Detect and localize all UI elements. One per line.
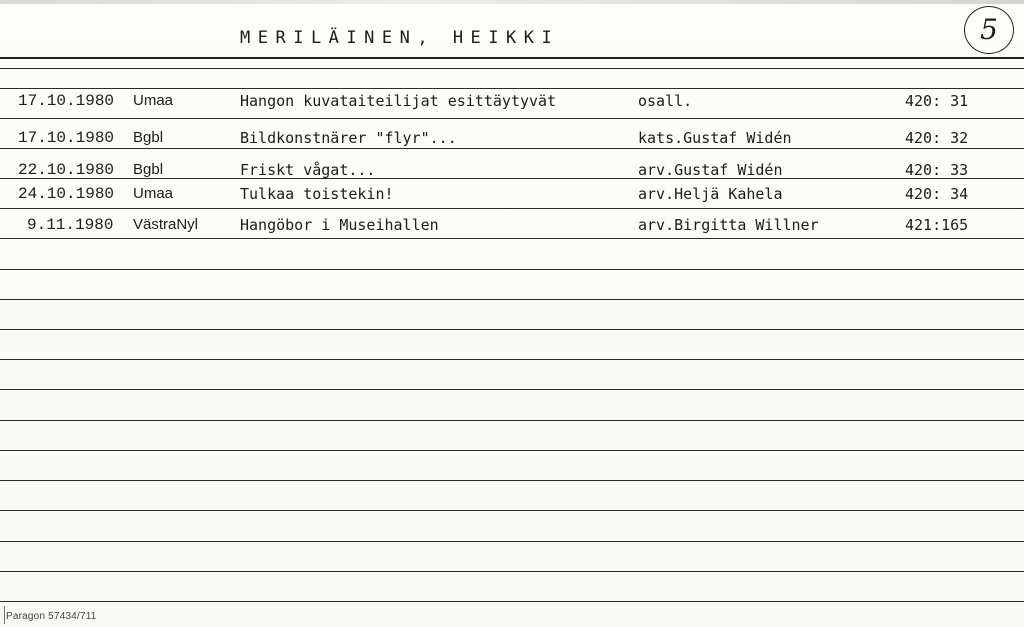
entry-title: Hangon kuvataiteilijat esittäytyvät [240, 92, 557, 110]
entry-date: 17.10.1980 [18, 129, 115, 147]
footer-tick-mark [4, 606, 5, 624]
entry-note: arv.Gustaf Widén [638, 161, 783, 179]
entry-source: VästraNyl [133, 216, 199, 233]
card-number-circled: 5 [964, 6, 1014, 54]
ruled-line [0, 571, 1024, 572]
ruled-line [0, 510, 1024, 511]
header-rule [0, 57, 1024, 59]
entry-ref: 420: 32 [905, 129, 969, 147]
ruled-line [0, 118, 1024, 119]
ruled-line [0, 238, 1024, 239]
ruled-line [0, 359, 1024, 360]
entry-row [0, 161, 1024, 183]
entry-row [0, 92, 1024, 114]
entry-title: Bildkonstnärer "flyr"... [240, 129, 457, 147]
entry-note: arv.Heljä Kahela [638, 185, 783, 203]
entry-row [0, 216, 1024, 238]
ruled-line [0, 269, 1024, 270]
entry-title: Friskt vågat... [240, 161, 376, 179]
ruled-line [0, 450, 1024, 451]
entry-ref: 421:165 [905, 216, 969, 234]
card-top-edge [0, 0, 1024, 4]
entry-row [0, 185, 1024, 207]
entry-ref: 420: 33 [905, 161, 969, 179]
ruled-line [0, 68, 1024, 69]
entry-title: Hangöbor i Museihallen [240, 216, 439, 234]
card-print-code: Paragon 57434/711 [6, 611, 97, 622]
ruled-line [0, 299, 1024, 300]
entry-date: 9.11.1980 [27, 216, 114, 234]
ruled-line [0, 420, 1024, 421]
entry-ref: 420: 31 [905, 92, 969, 110]
ruled-line [0, 329, 1024, 330]
entry-title: Tulkaa toistekin! [240, 185, 394, 203]
entry-note: arv.Birgitta Willner [638, 216, 819, 234]
ruled-line [0, 541, 1024, 542]
entry-note: osall. [638, 92, 693, 110]
entry-date: 17.10.1980 [18, 92, 115, 110]
ruled-line [0, 480, 1024, 481]
ruled-line [0, 389, 1024, 390]
entry-source: Bgbl [133, 129, 164, 146]
card-name-title: MERILÄINEN, HEIKKI [240, 28, 560, 48]
ruled-line [0, 601, 1024, 602]
entry-ref: 420: 34 [905, 185, 969, 203]
entry-source: Umaa [133, 185, 174, 202]
ruled-line [0, 88, 1024, 89]
entry-source: Umaa [133, 92, 174, 109]
entry-date: 22.10.1980 [18, 161, 115, 179]
entry-note: kats.Gustaf Widén [638, 129, 792, 147]
entry-row [0, 129, 1024, 151]
entry-source: Bgbl [133, 161, 164, 178]
ruled-line [0, 208, 1024, 209]
entry-date: 24.10.1980 [18, 185, 115, 203]
